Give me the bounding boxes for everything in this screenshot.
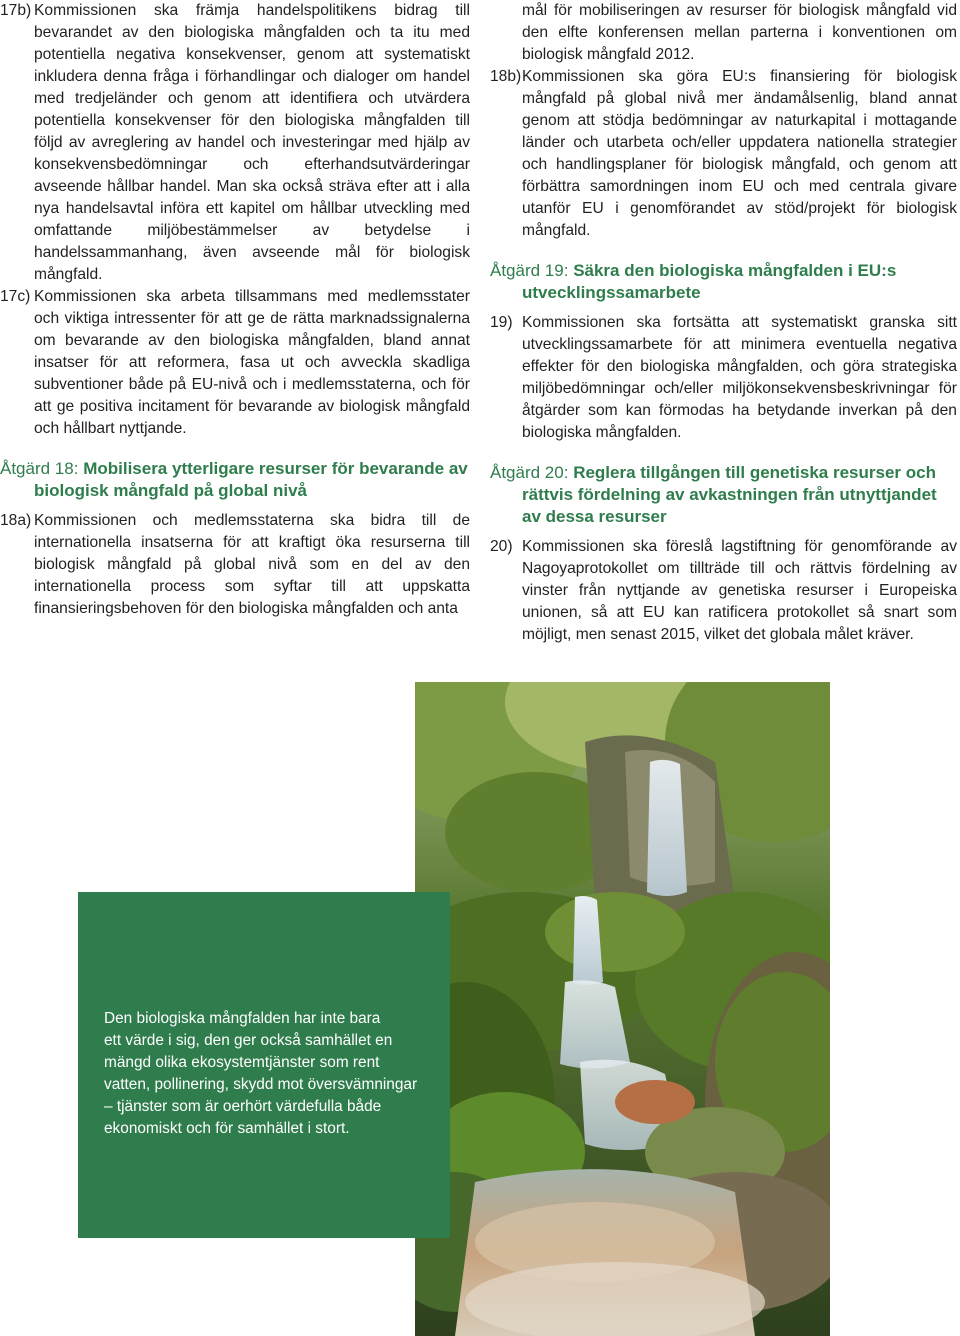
- left-column: [0, 0, 470, 620]
- paragraph-19: [490, 312, 957, 444]
- waterfall-forest-photo: [415, 682, 830, 1336]
- heading-label: Åtgärd 20:: [490, 463, 569, 482]
- paragraph-17b: [0, 0, 470, 286]
- heading-action-19: [490, 260, 957, 304]
- item-text: Kommissionen ska göra EU:s finansiering för biologisk mångfald på global nivå mer ändamålsenlig, bland annat genom att stödja bedömningar av naturkapital i mottagande länder och utarbeta och/eller uppdatera nationella strategier och handlingsplaner för biologisk mångfald, och genom att förbättra samordningen inom EU och med centrala givare utanför EU i genomförandet av stöd/projekt för biologisk mångfald.: [522, 68, 957, 239]
- paragraph-20: [490, 536, 957, 646]
- item-number: 18b): [490, 68, 522, 85]
- item-text: Kommissionen ska föreslå lagstiftning för genomförande av Nagoyaprotokollet om tillträde till och rättvis fördelning av vinster från nyttjande av genetiska resurser i Europeiska unionen, så att EU kan ratificera protokollet så snart som möjligt, men senast 2015, vilket det globala målet kräver.: [522, 538, 957, 643]
- heading-title: Reglera tillgången till genetiska resurser och rättvis fördelning av avkastningen från utnyttjandet av dessa resurser: [522, 463, 937, 526]
- heading-title: Säkra den biologiska mångfalden i EU:s utvecklingssamarbete: [522, 261, 897, 302]
- item-number: 20): [490, 538, 513, 555]
- quote-box: [78, 892, 450, 1238]
- heading-label: Åtgärd 19:: [490, 261, 569, 280]
- paragraph-18a-continued: mål för mobiliseringen av resurser för biologisk mångfald vid den elfte konferensen mellan parterna i konventionen om biologisk mångfald 2012.: [522, 2, 957, 63]
- right-column: [490, 0, 957, 646]
- item-text: Kommissionen och medlemsstaterna ska bidra till de internationella insatserna för att kraftigt öka resurserna till biologisk mångfald på global nivå som en del av den internationella process som syftar till att uppskatta finansieringsbehoven för den biologiska mångfalden och anta: [34, 512, 470, 617]
- item-text: Kommissionen ska arbeta tillsammans med medlemsstater och viktiga intressenter för att ge de rätta marknadssignalerna om bevarande av den biologiska mångfalden, bland annat insatser för att reformera, fasa ut och avveckla skadliga subventioner både på EU-nivå och i medlemsstaterna, och för att ge positiva incitament för bevarande av biologisk mångfald och hållbart nyttjande.: [34, 288, 470, 437]
- item-text: Kommissionen ska fortsätta att systematiskt granska sitt utvecklingssamarbete för att minimera eventuella negativa effekter för den biologiska mångfalden, och göra strategiska miljöbedömningar och/eller miljökonsekvensbeskrivningar för åtgärder som kan förmodas ha betydande inverkan på den biologiska mångfalden.: [522, 314, 957, 441]
- item-text: Kommissionen ska främja handelspolitikens bidrag till bevarandet av den biologiska mångfalden och ta itu med potentiella negativa konsekvenser, genom att systematiskt inkludera denna fråga i förhandlingar och dialoger om handel med tredjeländer och genom att identifiera och utvärdera potentiella konsekvenser för den biologiska mångfalden till följd av avreglering av handel och investeringar med hjälp av konsekvensbedömningar och efterhandsutvärderingar avseende hållbar handel. Man ska också sträva efter att i alla nya handelsavtal införa ett kapitel om hållbar utveckling med omfattande miljöbestämmelser av betydelse i handelssammanhang, även avseende mål för biologisk mångfald.: [34, 2, 470, 283]
- quote-text: Den biologiska mångfalden har inte bara ett värde i sig, den ger också samhället en mängd olika ekosystemtjänster som rent vatten, pollinering, skydd mot översvämningar – tjänster som är oerhört värdefulla både ekonomiskt och för samhället i stort.: [104, 1010, 418, 1137]
- heading-title: Mobilisera ytterligare resurser för bevarande av biologisk mångfald på global nivå: [34, 459, 468, 500]
- item-number: 18a): [0, 512, 32, 529]
- paragraph-18a: [0, 510, 470, 620]
- paragraph-18b: [490, 66, 957, 242]
- item-number: 17b): [0, 2, 32, 19]
- waterfall-illustration: [415, 682, 830, 1336]
- heading-action-20: [490, 462, 957, 528]
- item-number: 17c): [0, 288, 31, 305]
- heading-action-18: [0, 458, 470, 502]
- paragraph-17c: [0, 286, 470, 440]
- item-number: 19): [490, 314, 513, 331]
- heading-label: Åtgärd 18:: [0, 459, 79, 478]
